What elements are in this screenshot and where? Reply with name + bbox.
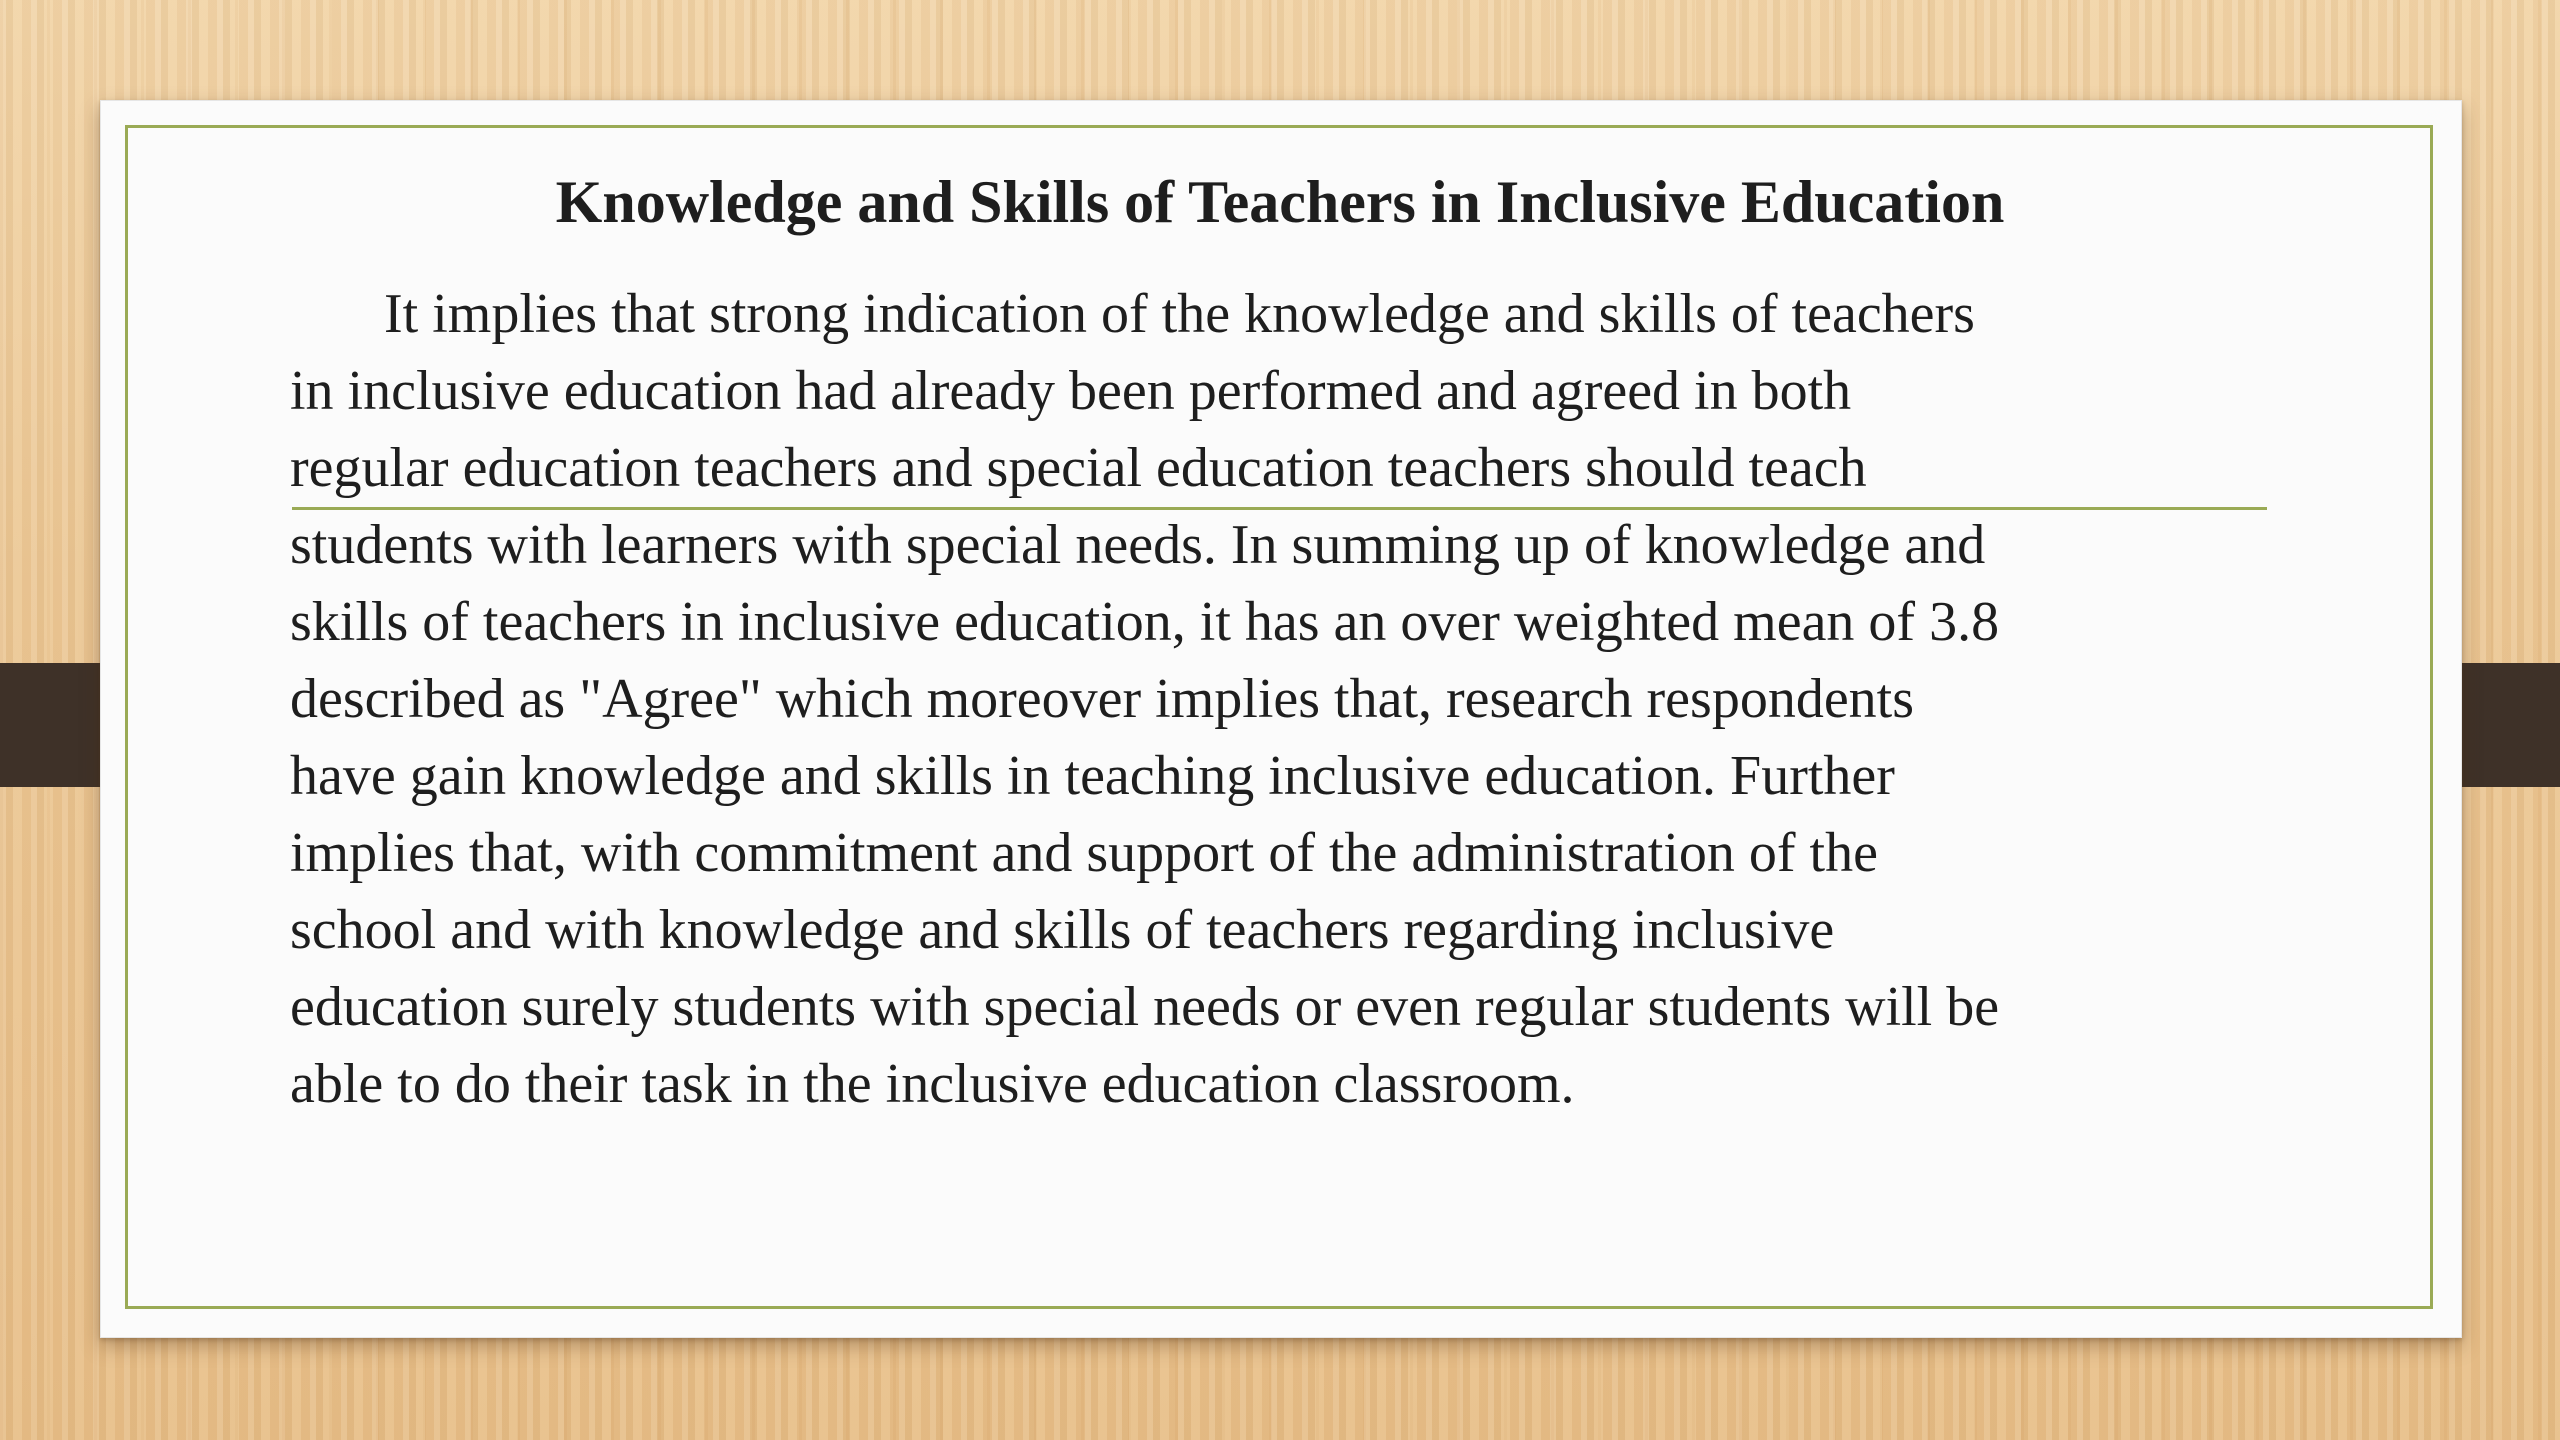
paragraph-line: education surely students with special needs or even regular students will be xyxy=(290,976,2000,1038)
paragraph-line: implies that, with commitment and support of the administration of the xyxy=(290,822,1878,884)
title-divider-rule xyxy=(292,507,2267,510)
slide-title: Knowledge and Skills of Teachers in Inclusive Education xyxy=(555,169,2005,235)
paragraph-line: in inclusive education had already been performed and agreed in both xyxy=(290,360,1852,422)
paragraph-line: It implies that strong indication of the knowledge and skills of teachers xyxy=(384,283,1975,345)
paragraph-line: have gain knowledge and skills in teaching inclusive education. Further xyxy=(290,745,1895,807)
paragraph-line: described as "Agree" which moreover implies that, research respondents xyxy=(290,668,1915,730)
paragraph-line: students with learners with special needs. In summing up of knowledge and xyxy=(290,514,1986,576)
paragraph-line: regular education teachers and special education teachers should teach xyxy=(290,437,1867,499)
paragraph-line: skills of teachers in inclusive education, it has an over weighted mean of 3.8 xyxy=(290,591,2000,653)
paragraph-line: school and with knowledge and skills of teachers regarding inclusive xyxy=(290,899,1835,961)
slide-body-paragraph xyxy=(290,276,2270,1123)
paragraph-line: able to do their task in the inclusive education classroom. xyxy=(290,1053,1575,1115)
